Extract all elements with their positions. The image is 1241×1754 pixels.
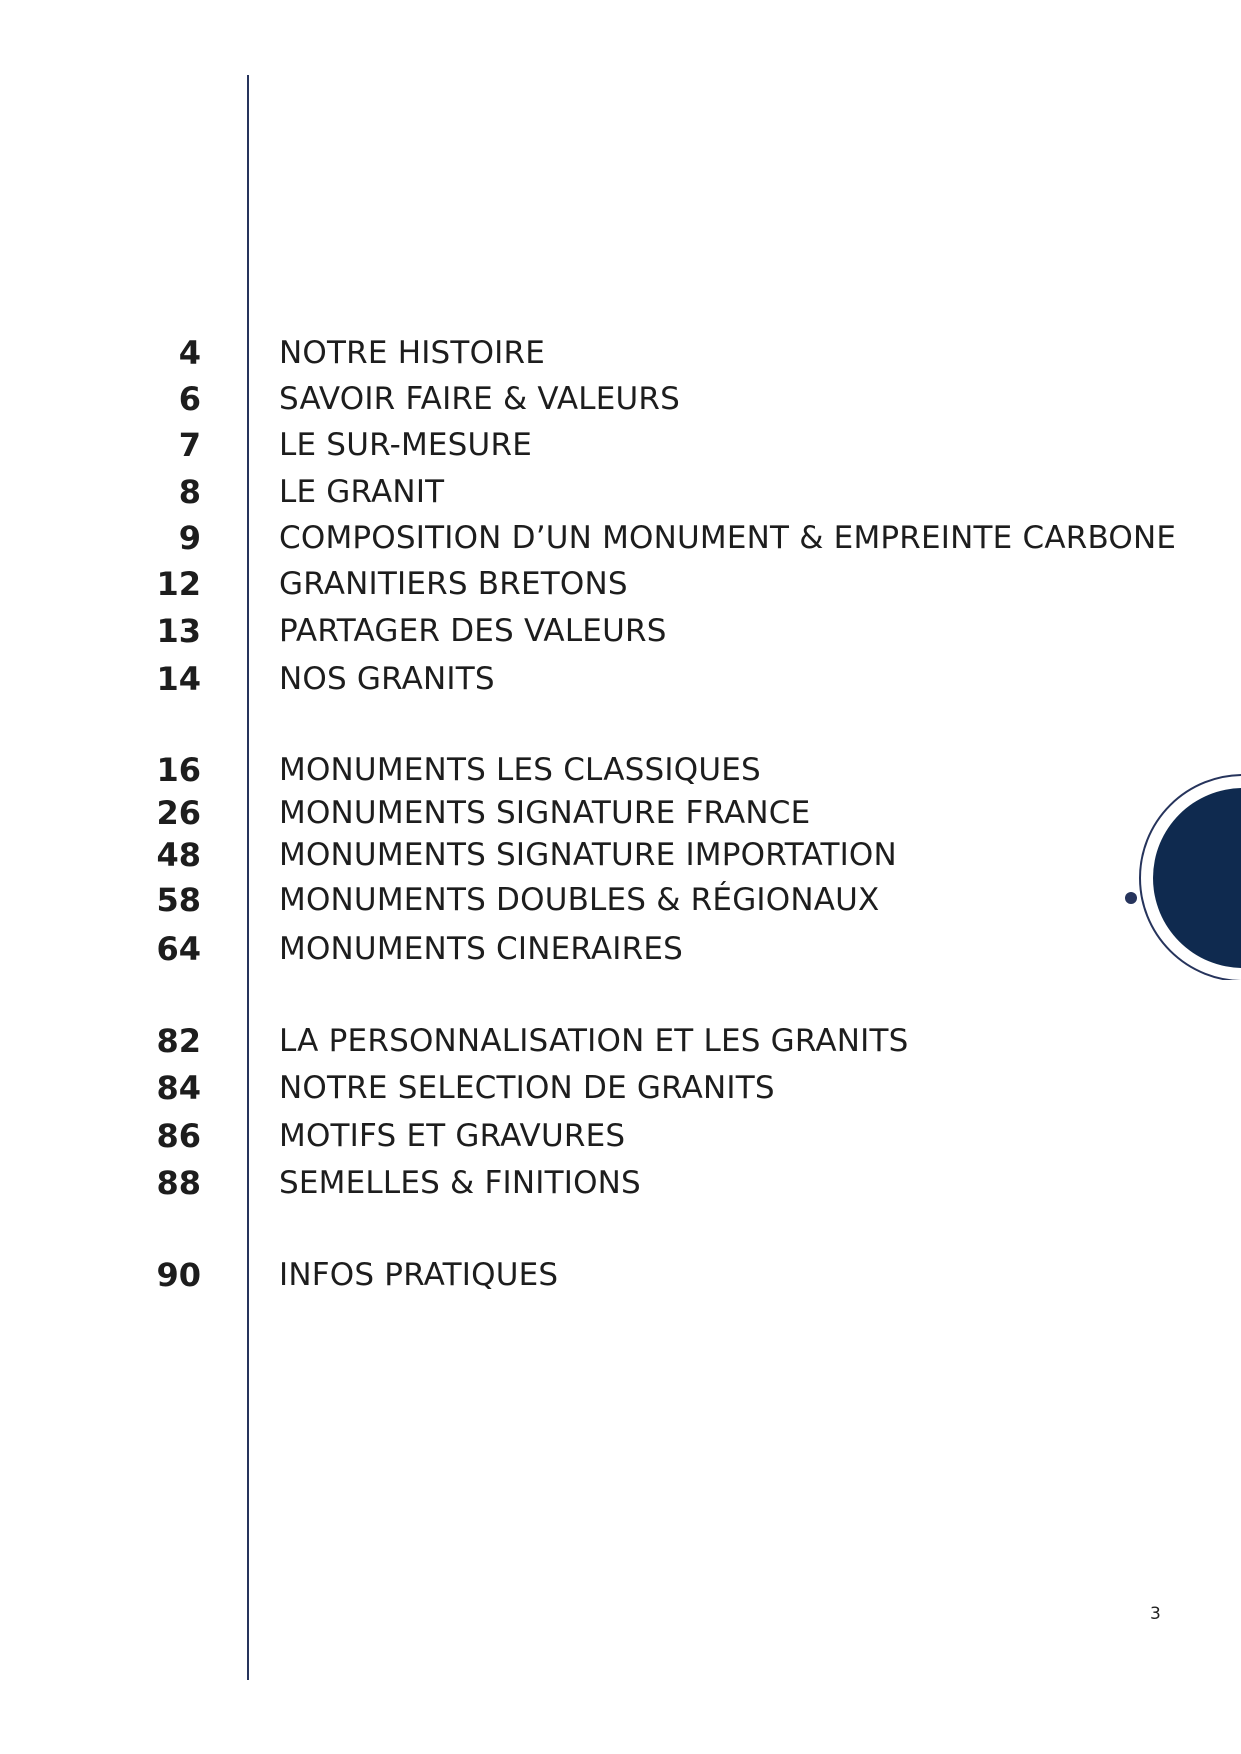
- toc-page-number: 8: [178, 473, 201, 511]
- toc-entry[interactable]: [0, 611, 1241, 651]
- toc-entry[interactable]: [0, 835, 1241, 875]
- toc-page-number: 16: [156, 751, 201, 789]
- toc-title: SAVOIR FAIRE & VALEURS: [279, 381, 681, 417]
- toc-page-number: 26: [156, 794, 201, 832]
- toc-title: MONUMENTS SIGNATURE FRANCE: [279, 795, 811, 831]
- toc-page-number: 9: [178, 519, 201, 557]
- toc-title: NOTRE HISTOIRE: [279, 335, 546, 371]
- toc-entry[interactable]: [0, 1021, 1241, 1061]
- toc-entry[interactable]: [0, 425, 1241, 465]
- toc-page-number: 48: [156, 836, 201, 874]
- toc-title: MONUMENTS CINERAIRES: [279, 931, 684, 967]
- toc-entry[interactable]: [0, 793, 1241, 833]
- toc-page-number: 84: [156, 1069, 201, 1107]
- ring-dot: [1125, 892, 1137, 904]
- toc-entry[interactable]: [0, 518, 1241, 558]
- toc-entry[interactable]: [0, 1116, 1241, 1156]
- toc-entry[interactable]: [0, 929, 1241, 969]
- toc-title: LA PERSONNALISATION ET LES GRANITS: [279, 1023, 909, 1059]
- toc-title: MONUMENTS DOUBLES & RÉGIONAUX: [279, 882, 880, 918]
- toc-entry[interactable]: [0, 750, 1241, 790]
- toc-title: INFOS PRATIQUES: [279, 1257, 559, 1293]
- toc-page-number: 7: [178, 426, 201, 464]
- toc-entry[interactable]: [0, 659, 1241, 699]
- toc-title: LE GRANIT: [279, 474, 445, 510]
- toc-title: GRANITIERS BRETONS: [279, 566, 628, 602]
- toc-entry[interactable]: [0, 564, 1241, 604]
- toc-page-number: 82: [156, 1022, 201, 1060]
- filled-circle: [1153, 788, 1241, 968]
- toc-page-number: 12: [156, 565, 201, 603]
- toc-title: PARTAGER DES VALEURS: [279, 613, 667, 649]
- toc-page-number: 86: [156, 1117, 201, 1155]
- vertical-divider: [247, 75, 249, 1680]
- page-number: 3: [1150, 1604, 1161, 1624]
- toc-page-number: 64: [156, 930, 201, 968]
- toc-page-number: 4: [178, 334, 201, 372]
- toc-title: NOS GRANITS: [279, 661, 495, 697]
- toc-title: COMPOSITION D’UN MONUMENT & EMPREINTE CARBONE: [279, 520, 1177, 556]
- toc-page-number: 6: [178, 380, 201, 418]
- toc-entry[interactable]: [0, 472, 1241, 512]
- toc-entry[interactable]: [0, 1255, 1241, 1295]
- toc-title: LE SUR-MESURE: [279, 427, 532, 463]
- toc-entry[interactable]: [0, 333, 1241, 373]
- toc-page-number: 13: [156, 612, 201, 650]
- toc-title: MONUMENTS LES CLASSIQUES: [279, 752, 761, 788]
- toc-title: MOTIFS ET GRAVURES: [279, 1118, 626, 1154]
- toc-title: MONUMENTS SIGNATURE IMPORTATION: [279, 837, 897, 873]
- toc-entry[interactable]: [0, 880, 1241, 920]
- toc-page-number: 14: [156, 660, 201, 698]
- toc-title: NOTRE SELECTION DE GRANITS: [279, 1070, 775, 1106]
- toc-page-number: 90: [156, 1256, 201, 1294]
- toc-entry[interactable]: [0, 1163, 1241, 1203]
- toc-entry[interactable]: [0, 379, 1241, 419]
- toc-title: SEMELLES & FINITIONS: [279, 1165, 641, 1201]
- decorative-circle-graphic: [1100, 760, 1241, 980]
- toc-page-number: 58: [156, 881, 201, 919]
- toc-entry[interactable]: [0, 1068, 1241, 1108]
- toc-page-number: 88: [156, 1164, 201, 1202]
